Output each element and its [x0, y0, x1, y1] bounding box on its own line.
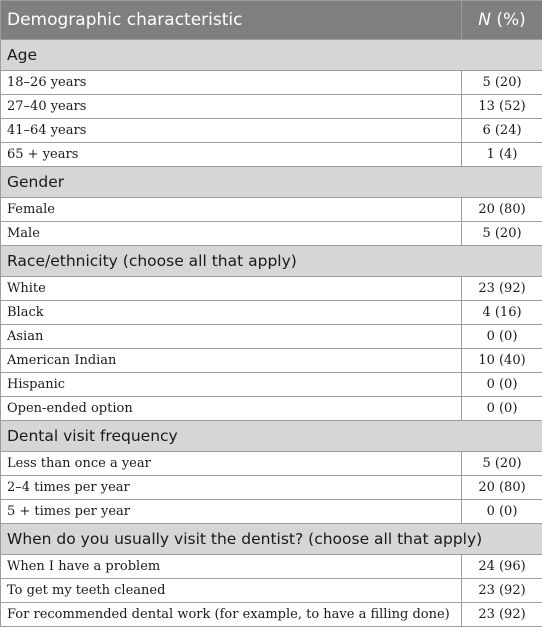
table-header-row	[1, 1, 542, 40]
table-row	[1, 222, 542, 246]
section-row	[1, 524, 542, 555]
row-value: 0 (0)	[462, 500, 542, 524]
row-value: 23 (92)	[462, 277, 542, 301]
row-value: 0 (0)	[462, 325, 542, 349]
row-label: Open-ended option	[1, 397, 462, 421]
row-label: Male	[1, 222, 462, 246]
table-row	[1, 555, 542, 579]
header-n: N	[478, 10, 491, 30]
row-value: 24 (96)	[462, 555, 542, 579]
row-value: 1 (4)	[462, 143, 542, 167]
row-label: When I have a problem	[1, 555, 462, 579]
row-value: 20 (80)	[462, 476, 542, 500]
row-value: 0 (0)	[462, 373, 542, 397]
row-label: 27–40 years	[1, 95, 462, 119]
table-row	[1, 500, 542, 524]
row-label: 18–26 years	[1, 71, 462, 95]
table-row	[1, 71, 542, 95]
section-row	[1, 167, 542, 198]
table-row	[1, 452, 542, 476]
row-value: 6 (24)	[462, 119, 542, 143]
section-row	[1, 421, 542, 452]
row-label: To get my teeth cleaned	[1, 579, 462, 603]
row-value: 5 (20)	[462, 222, 542, 246]
row-label: 5 + times per year	[1, 500, 462, 524]
table-row	[1, 397, 542, 421]
section-title: Race/ethnicity (choose all that apply)	[1, 246, 542, 277]
row-label: Female	[1, 198, 462, 222]
row-value: 0 (0)	[462, 397, 542, 421]
section-row	[1, 246, 542, 277]
header-characteristic: Demographic characteristic	[1, 1, 462, 40]
section-title: Dental visit frequency	[1, 421, 542, 452]
section-title: Gender	[1, 167, 542, 198]
row-label: White	[1, 277, 462, 301]
row-value: 23 (92)	[462, 579, 542, 603]
section-title: Age	[1, 40, 542, 71]
table-row	[1, 325, 542, 349]
row-label: Asian	[1, 325, 462, 349]
section-title: When do you usually visit the dentist? (choose all that apply)	[1, 524, 542, 555]
row-label: 41–64 years	[1, 119, 462, 143]
row-label: American Indian	[1, 349, 462, 373]
header-percent: (%)	[490, 10, 526, 30]
row-value: 23 (92)	[462, 603, 542, 627]
table-row	[1, 579, 542, 603]
table-row	[1, 603, 542, 627]
row-value: 13 (52)	[462, 95, 542, 119]
table-row	[1, 349, 542, 373]
row-value: 5 (20)	[462, 452, 542, 476]
table-body	[1, 40, 542, 627]
section-row	[1, 40, 542, 71]
table-row	[1, 476, 542, 500]
row-label: Less than once a year	[1, 452, 462, 476]
row-label: 65 + years	[1, 143, 462, 167]
table-row	[1, 198, 542, 222]
row-value: 5 (20)	[462, 71, 542, 95]
row-label: Black	[1, 301, 462, 325]
row-label: 2–4 times per year	[1, 476, 462, 500]
row-value: 4 (16)	[462, 301, 542, 325]
table-row	[1, 143, 542, 167]
table-row	[1, 373, 542, 397]
row-label: Hispanic	[1, 373, 462, 397]
header-n-percent	[462, 1, 542, 40]
row-label: For recommended dental work (for example, to have a filling done)	[1, 603, 462, 627]
table-row	[1, 119, 542, 143]
row-value: 10 (40)	[462, 349, 542, 373]
row-value: 20 (80)	[462, 198, 542, 222]
table-row	[1, 301, 542, 325]
table-row	[1, 277, 542, 301]
table-row	[1, 95, 542, 119]
